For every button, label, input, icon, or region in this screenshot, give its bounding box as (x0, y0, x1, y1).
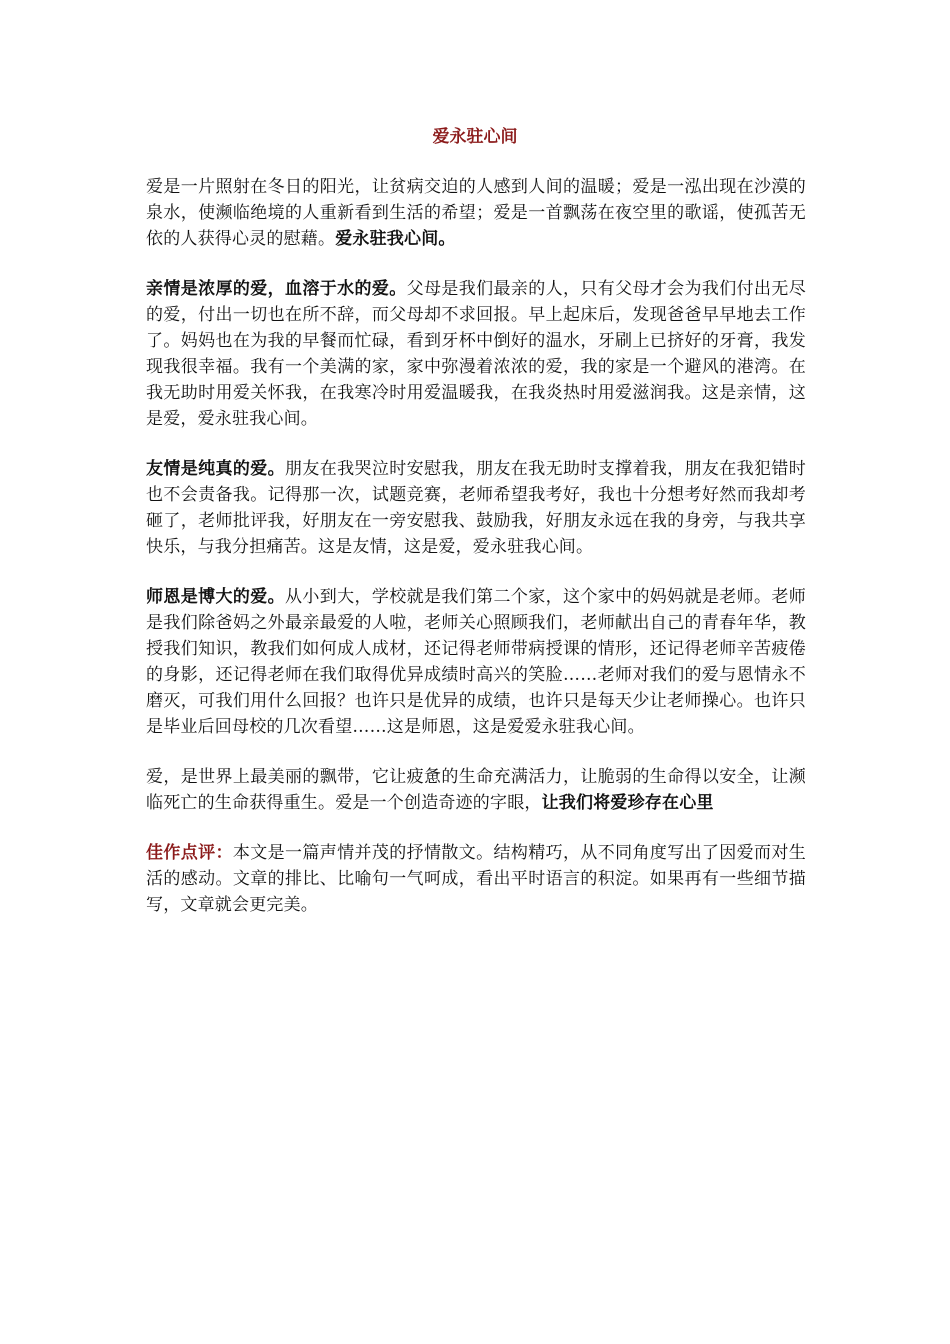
paragraph-teacher-text: 从小到大，学校就是我们第二个家，这个家中的妈妈就是老师。老师是我们除爸妈之外最亲最爱的人啦，老师关心照顾我们，老师献出自己的青春年华，教授我们知识，教我们如何成人成材，还记得老师带病授课的情形，还记得老师辛苦疲倦的身影，还记得老师在我们取得优异成绩时高兴的笑脸……老师对我们的爱与恩情永不磨灭，可我们用什么回报？也许只是优异的成绩，也许只是每天少让老师操心。也许只是毕业后回母校的几次看望……这是师恩，这是爱爱永驻我心间。 (146, 587, 806, 737)
paragraph-conclusion-emphasis: 让我们将爱珍存在心里 (541, 793, 714, 813)
paragraph-family-love-text: 父母是我们最亲的人，只有父母才会为我们付出无尽的爱，付出一切也在所不辞，而父母却不求回报。早上起床后，发现爸爸早早地去工作了。妈妈也在为我的早餐而忙碌，看到牙杯中倒好的温水，牙刷上已挤好的牙膏，我发现我很幸福。我有一个美满的家，家中弥漫着浓浓的爱，我的家是一个避风的港湾。在我无助时用爱关怀我，在我寒冷时用爱温暖我，在我炎热时用爱滋润我。这是亲情，这是爱，爱永驻我心间。 (146, 279, 806, 429)
paragraph-comment (146, 840, 806, 918)
paragraph-intro (146, 174, 806, 252)
paragraph-family-love-lead: 亲情是浓厚的爱，血溶于水的爱。 (146, 279, 407, 299)
document-title: 爱永驻心间 (432, 127, 518, 147)
paragraph-friendship-text: 朋友在我哭泣时安慰我，朋友在我无助时支撑着我，朋友在我犯错时也不会责备我。记得那一次，试题竞赛，老师希望我考好，我也十分想考好然而我却考砸了，老师批评我，好朋友在一旁安慰我、鼓励我，好朋友永远在我的身旁，与我共享快乐，与我分担痛苦。这是友情，这是爱，爱永驻我心间。 (146, 459, 806, 557)
paragraph-intro-emphasis: 爱永驻我心间。 (335, 229, 456, 249)
paragraph-conclusion-text: 爱，是世界上最美丽的飘带，它让疲惫的生命充满活力，让脆弱的生命得以安全，让濒临死亡的生命获得重生。爱是一个创造奇迹的字眼， (146, 767, 806, 813)
comment-label: 佳作点评： (146, 843, 233, 863)
comment-text: 本文是一篇声情并茂的抒情散文。结构精巧，从不同角度写出了因爱而对生活的感动。文章的排比、比喻句一气呵成，看出平时语言的积淀。如果再有一些细节描写，文章就会更完美。 (146, 843, 807, 915)
paragraph-teacher (146, 584, 806, 740)
paragraph-friendship (146, 456, 806, 560)
paragraph-intro-text: 爱是一片照射在冬日的阳光，让贫病交迫的人感到人间的温暖；爱是一泓出现在沙漠的泉水，使濒临绝境的人重新看到生活的希望；爱是一首飘荡在夜空里的歌谣，使孤苦无依的人获得心灵的慰藉。 (146, 177, 806, 249)
paragraph-friendship-lead: 友情是纯真的爱。 (146, 459, 285, 479)
paragraph-family-love (146, 276, 806, 432)
document-body (146, 174, 806, 942)
paragraph-teacher-lead: 师恩是博大的爱。 (146, 587, 285, 607)
paragraph-conclusion (146, 764, 806, 816)
